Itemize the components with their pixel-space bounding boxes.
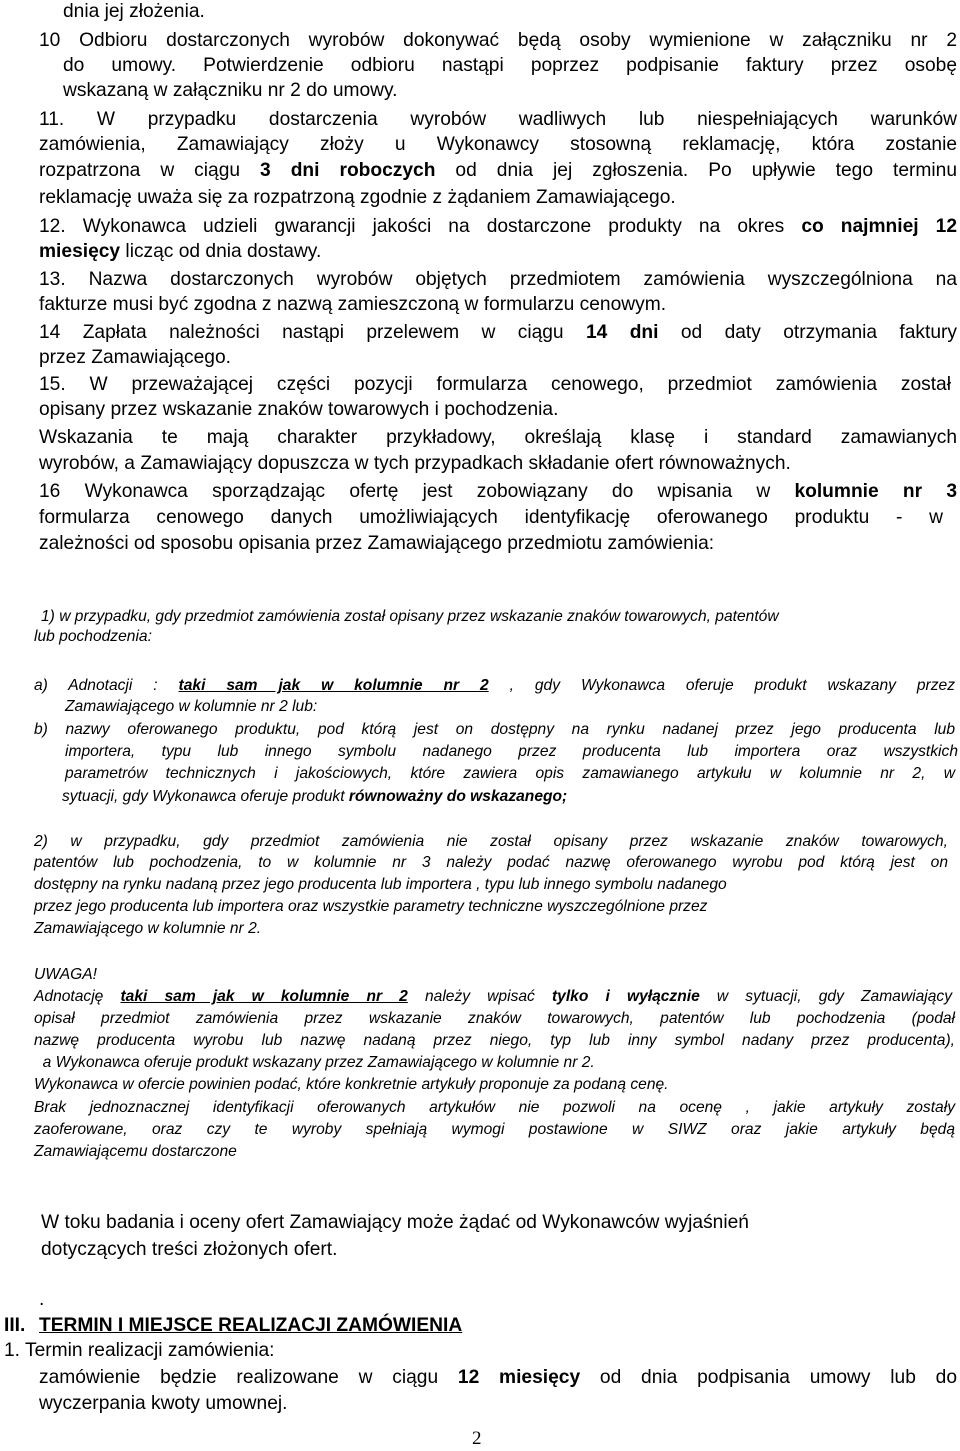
text-line: przez jego producenta lub importera oraz wszystkie parametry techniczne wyszczególnione przez	[34, 898, 708, 915]
text-line: patentów lub pochodzenia, to w kolumnie nr 3 należy podać nazwę oferowanego wyrobu pod którą jest on	[34, 854, 948, 871]
text-line: lub pochodzenia:	[34, 628, 152, 645]
text-line: wskazaną w załączniku nr 2 do umowy.	[63, 80, 398, 101]
text-line: nazwę producenta wyrobu lub nazwę nadaną przez niego, typ lub inny symbol nadany przez producenta),	[34, 1032, 955, 1049]
text-line: Wykonawca w ofercie powinien podać, które konkretnie artykuły proponuje za podaną cenę.	[34, 1076, 669, 1093]
text-line: zależności od sposobu opisania przez Zamawiającego przedmiotu zamówienia:	[39, 533, 715, 554]
text-line	[39, 240, 321, 264]
section-title	[39, 1314, 462, 1338]
text-span: licząc od dnia dostawy.	[120, 241, 322, 262]
text-line: wyrobów, a Zamawiający dopuszcza w tych przypadkach składanie ofert równoważnych.	[39, 453, 791, 474]
emphasis-text: tylko i wyłącznie	[551, 988, 700, 1005]
text-line: a Wykonawca oferuje produkt wskazany przez Zamawiającego w kolumnie nr 2.	[34, 1054, 595, 1071]
page-number: 2	[472, 1428, 482, 1449]
text-line	[39, 215, 957, 239]
text-span: od dnia podpisania umowy lub do	[580, 1367, 957, 1388]
emphasis-text: 14 dni	[585, 322, 659, 343]
text-line: 1) w przypadku, gdy przedmiot zamówienia został opisany przez wskazanie znaków towarowych, patentów	[41, 608, 779, 625]
text-span: 14 Zapłata należności nastąpi przelewem w ciągu	[39, 322, 586, 343]
text-line: Zamawiającego w kolumnie nr 2 lub:	[65, 698, 318, 715]
text-line: 10 Odbioru dostarczonych wyrobów dokonywać będą osoby wymienione w załączniku nr 2	[39, 30, 957, 51]
section-title-text: TERMIN I MIEJSCE REALIZACJI ZAMÓWIENIA	[39, 1315, 463, 1336]
text-span: sytuacji, gdy Wykonawca oferuje produkt	[62, 788, 349, 805]
text-span: rozpatrzona w ciągu	[39, 160, 261, 181]
emphasis-text: co najmniej 12	[801, 216, 957, 237]
text-line: 13. Nazwa dostarczonych wyrobów objętych przedmiotem zamówienia wyszczególniona na	[39, 269, 957, 290]
text-span: 12. Wykonawca udzieli gwarancji jakości na dostarczone produkty na okres	[39, 216, 802, 237]
text-span: od dnia jej zgłoszenia. Po upływie tego terminu	[435, 160, 957, 181]
text-line: 2) w przypadku, gdy przedmiot zamówienia nie został opisany przez wskazanie znaków towarowych,	[34, 833, 948, 850]
text-line: b) nazwy oferowanego produktu, pod którą jest on dostępny na rynku nadanej przez jego producenta lub	[34, 721, 955, 738]
text-line: zaoferowane, oraz czy te wyroby spełniają wymogi postawione w SIWZ oraz jakie artykuły będą	[34, 1121, 955, 1138]
text-line: Wskazania te mają charakter przykładowy, określają klasę i standard zamawianych	[39, 427, 957, 448]
text-line: przez Zamawiającego.	[39, 347, 231, 368]
emphasis-text: miesięcy	[39, 241, 121, 262]
emphasis-text: 3 dni roboczych	[260, 160, 436, 181]
text-line: dnia jej złożenia.	[63, 1, 205, 22]
text-line: do umowy. Potwierdzenie odbioru nastąpi poprzez podpisanie faktury przez osobę	[63, 55, 957, 76]
text-span: , gdy Wykonawca oferuje produkt wskazany przez	[488, 677, 955, 694]
text-line	[39, 159, 957, 183]
text-line: 11. W przypadku dostarczenia wyrobów wadliwych lub niespełniających warunków	[39, 109, 957, 130]
text-line: dostępny na rynku nadaną przez jego producenta lub importera , typu lub innego symbolu nadanego	[34, 876, 727, 893]
text-line: formularza cenowego danych umożliwiających identyfikację oferowanego produktu - w	[39, 507, 943, 528]
text-line: Zamawiającego w kolumnie nr 2.	[34, 920, 262, 937]
text-span: Adnotację	[34, 988, 121, 1005]
text-line: W toku badania i oceny ofert Zamawiający może żądać od Wykonawców wyjaśnień	[41, 1212, 749, 1233]
text-span: 16 Wykonawca sporządzając ofertę jest zobowiązany do wpisania w	[39, 481, 795, 502]
text-line	[39, 1366, 957, 1390]
text-line: zamówienia, Zamawiający złoży u Wykonawcy stosowną reklamację, która zostanie	[39, 134, 957, 155]
text-line: reklamację uważa się za rozpatrzoną zgodnie z żądaniem Zamawiającego.	[39, 187, 676, 208]
section-number: III.	[4, 1315, 26, 1336]
text-line	[39, 321, 957, 345]
text-line: opisany przez wskazanie znaków towarowych i pochodzenia.	[39, 399, 559, 420]
text-line: opisał przedmiot zamówienia przez wskazanie znaków towarowych, patentów lub pochodzenia (podał	[34, 1010, 955, 1027]
text-line	[34, 987, 952, 1007]
emphasis-text: kolumnie nr 3	[794, 481, 957, 502]
text-line: Brak jednoznacznej identyfikacji oferowanych artykułów nie pozwoli na ocenę , jakie artykuły zostały	[34, 1099, 955, 1116]
text-line: .	[39, 1289, 45, 1310]
text-line: dotyczących treści złożonych ofert.	[41, 1239, 338, 1260]
text-line: 15. W przeważającej części pozycji formularza cenowego, przedmiot zamówienia został	[39, 374, 951, 395]
emphasis-text: 12 miesięcy	[457, 1367, 581, 1388]
text-span: a) Adnotacji :	[34, 677, 179, 694]
text-line: importera, typu lub innego symbolu nadanego przez producenta lub importera oraz wszystkich	[65, 743, 958, 760]
emphasis-text: taki sam jak w kolumnie nr 2	[178, 677, 489, 694]
text-line: 1. Termin realizacji zamówienia:	[4, 1340, 275, 1361]
text-line: UWAGA!	[34, 966, 97, 983]
emphasis-text: taki sam jak w kolumnie nr 2	[120, 988, 408, 1005]
section-heading	[4, 1314, 25, 1338]
text-line: Zamawiającemu dostarczone	[34, 1143, 237, 1160]
text-line	[34, 676, 955, 696]
text-line	[62, 787, 567, 807]
text-line: fakturze musi być zgodna z nazwą zamieszczoną w formularzu cenowym.	[39, 294, 667, 315]
emphasis-text: równoważny do wskazanego;	[348, 788, 568, 805]
text-line: parametrów technicznych i jakościowych, które zawiera opis zamawianego artykułu w kolumnie nr 2, w	[65, 765, 955, 782]
text-span: w sytuacji, gdy Zamawiający	[699, 988, 952, 1005]
text-line: wyczerpania kwoty umownej.	[39, 1393, 288, 1414]
text-span: zamówienie będzie realizowane w ciągu	[39, 1367, 458, 1388]
text-span: od daty otrzymania faktury	[658, 322, 957, 343]
text-span: należy wpisać	[407, 988, 552, 1005]
text-line	[39, 480, 957, 504]
